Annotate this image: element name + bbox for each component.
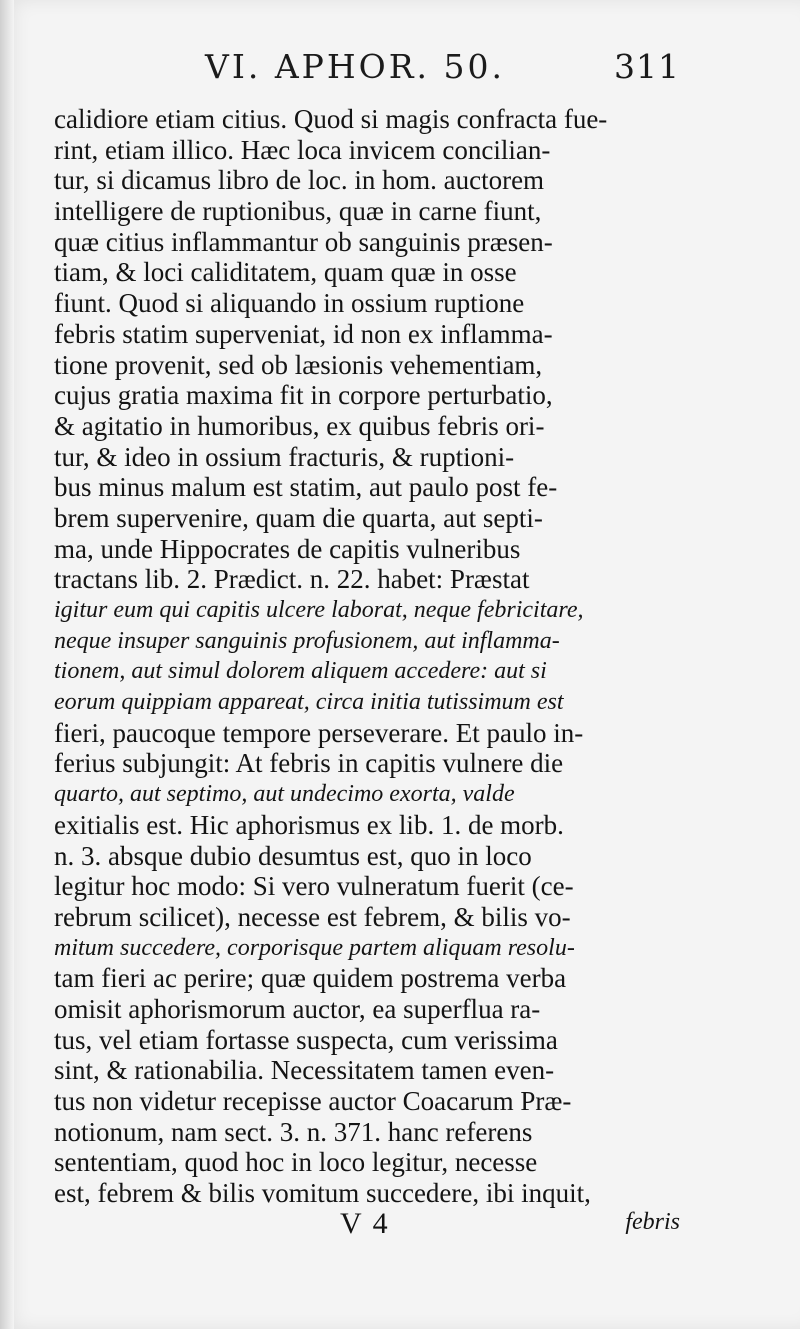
text-line: fiunt. Quod si aliquando in ossium ruptione bbox=[54, 288, 525, 319]
text-line: tur, si dicamus libro de loc. in hom. auctorem bbox=[54, 165, 545, 196]
text-line: exitialis est. Hic aphorismus ex lib. 1. de morb. bbox=[54, 809, 564, 840]
text-line: legitur hoc modo: Si vero vulneratum fuerit (ce- bbox=[54, 871, 574, 902]
text-line: tione provenit, sed ob læsionis vehementiam, bbox=[54, 349, 543, 380]
quoted-text-line: quarto, aut septimo, aut undecimo exorta, valde bbox=[54, 781, 515, 808]
quoted-text-line: neque insuper sanguinis profusionem, aut inflamma- bbox=[54, 627, 560, 654]
quoted-text-line: mitum succedere, corporisque partem aliquam resolu- bbox=[54, 934, 575, 961]
quoted-text-line: igitur eum qui capitis ulcere laborat, neque febricitare, bbox=[54, 597, 584, 623]
text-line: calidiore etiam citius. Quod si magis confracta fue- bbox=[54, 104, 608, 134]
text-line: omisit aphorismorum auctor, ea superflua ra- bbox=[54, 993, 541, 1024]
text-line: rint, etiam illico. Hæc loca invicem concilian- bbox=[54, 134, 551, 165]
running-header bbox=[205, 47, 680, 87]
text-line: quæ citius inflammantur ob sanguinis præsen- bbox=[54, 226, 553, 257]
page-number: 311 bbox=[614, 47, 680, 86]
text-line: notionum, nam sect. 3. n. 371. hanc referens bbox=[54, 1116, 533, 1147]
text-line: fieri, paucoque tempore perseverare. Et paulo in- bbox=[54, 717, 584, 748]
text-line: cujus gratia maxima fit in corpore perturbatio, bbox=[54, 380, 553, 411]
text-line: tur, & ideo in ossium fracturis, & ruptioni- bbox=[54, 441, 515, 472]
quoted-text-line: eorum quippiam appareat, circa initia tutissimum est bbox=[54, 689, 564, 716]
text-line: tiam, & loci caliditatem, quam quæ in osse bbox=[54, 257, 517, 288]
text-line: ferius subjungit: At febris in capitis vulnere die bbox=[54, 748, 564, 779]
text-line: brem supervenire, quam die quarta, aut septi- bbox=[54, 502, 543, 533]
page-gutter-shadow bbox=[0, 0, 14, 1329]
text-line: tractans lib. 2. Prædict. n. 22. habet: Præstat bbox=[54, 564, 530, 595]
text-line: sint, & rationabilia. Necessitatem tamen even- bbox=[54, 1055, 555, 1086]
text-line: tus, vel etiam fortasse suspecta, cum verissima bbox=[54, 1024, 558, 1055]
text-line: n. 3. absque dubio desumtus est, quo in loco bbox=[54, 840, 532, 871]
text-line: rebrum scilicet), necesse est febrem, & bilis vo- bbox=[54, 901, 571, 932]
text-line: febris statim superveniat, id non ex inflamma- bbox=[54, 318, 553, 349]
body-text bbox=[54, 104, 676, 1209]
text-line: ma, unde Hippocrates de capitis vulneribus bbox=[54, 533, 521, 564]
signature-mark: V 4 bbox=[340, 1207, 390, 1240]
text-line: intelligere de ruptionibus, quæ in carne fiunt, bbox=[54, 196, 542, 227]
text-line: & agitatio in humoribus, ex quibus febris ori- bbox=[54, 410, 545, 441]
text-line: sententiam, quod hoc in loco legitur, necesse bbox=[54, 1147, 538, 1178]
chapter-heading: VI. APHOR. 50. bbox=[205, 47, 506, 86]
catchword: febris bbox=[625, 1209, 680, 1235]
text-line: tam fieri ac perire; quæ quidem postrema verba bbox=[54, 963, 567, 994]
quoted-text-line: tionem, aut simul dolorem aliquem accedere: aut si bbox=[54, 658, 547, 685]
text-line: tus non videtur recepisse auctor Coacarum Præ- bbox=[54, 1086, 572, 1116]
text-line: bus minus malum est statim, aut paulo post fe- bbox=[54, 472, 558, 503]
text-line: est, febrem & bilis vomitum succedere, ibi inquit, bbox=[54, 1178, 591, 1209]
page-footer bbox=[340, 1207, 680, 1247]
